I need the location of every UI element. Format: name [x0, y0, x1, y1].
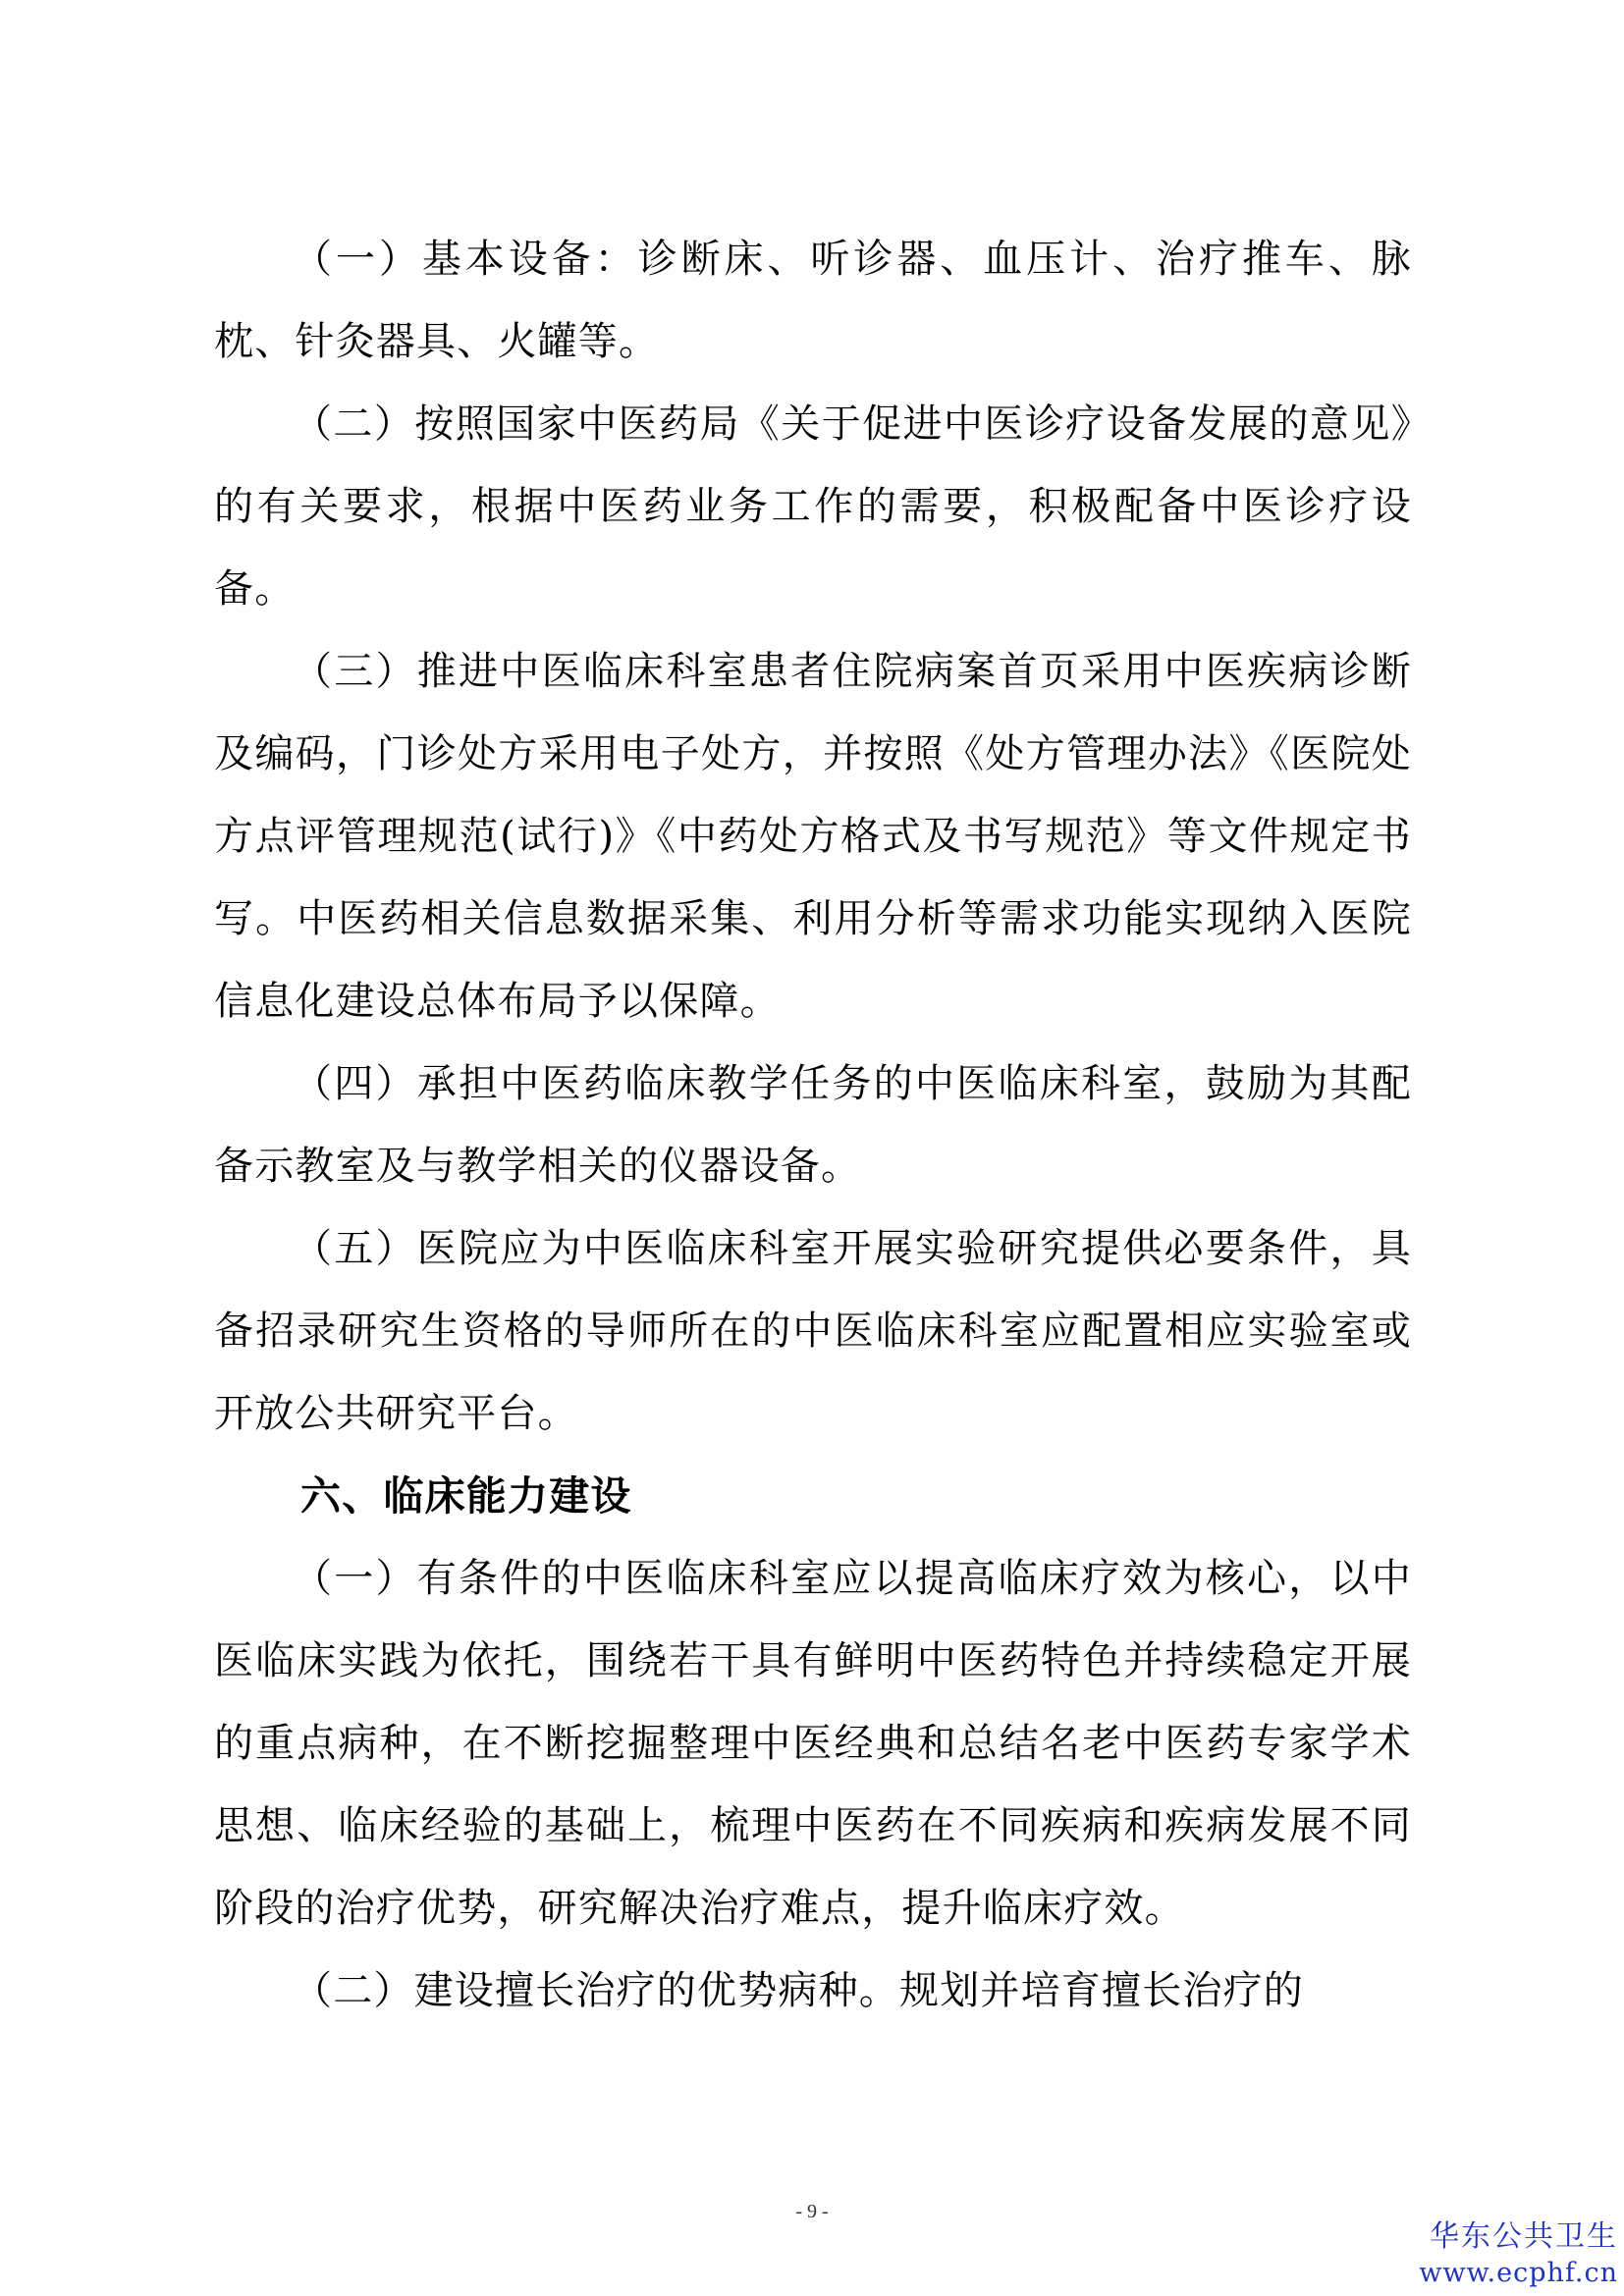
paragraph-clinical-efficacy: （一）有条件的中医临床科室应以提高临床疗效为核心，以中医临床实践为依托，围绕若干具有鲜明中医药特色并持续稳定开展的重点病种，在不断挖掘整理中医经典和总结名老中医药专家学术思想、临床经验的基础上，梳理中医药在不同疾病和疾病发展不同阶段的治疗优势，研究解决治疗难点，提升临床疗效。 — [214, 1556, 1412, 1931]
watermark-name: 华东公共卫生 — [1430, 2219, 1618, 2254]
section-heading: 六、临床能力建设 — [300, 1472, 632, 1520]
paragraph-teaching-equipment: （四）承担中医药临床教学任务的中医临床科室，鼓励为其配备示教室及与教学相关的仪器设备。 — [214, 1061, 1412, 1189]
paragraph-diagnostic-equipment: （二）按照国家中医药局《关于促进中医诊疗设备发展的意见》的有关要求，根据中医药业务工作的需要，积极配备中医诊疗设备。 — [214, 401, 1412, 612]
watermark-url: www.ecphf.cn — [1419, 2258, 1618, 2288]
page-number: - 9 - — [795, 2201, 829, 2222]
paragraph-research-conditions: （五）医院应为中医临床科室开展实验研究提供必要条件，具备招录研究生资格的导师所在的中医临床科室应配置相应实验室或开放公共研究平台。 — [214, 1226, 1412, 1436]
document-body — [214, 218, 1412, 2032]
paragraph-advantage-diseases: （二）建设擅长治疗的优势病种。规划并培育擅长治疗的 — [293, 1968, 1304, 2013]
watermark — [1419, 2217, 1618, 2290]
paragraph-medical-records: （三）推进中医临床科室患者住院病案首页采用中医疾病诊断及编码，门诊处方采用电子处方，并按照《处方管理办法》《医院处方点评管理规范(试行)》《中药处方格式及书写规范》等文件规定书写。中医药相关信息数据采集、利用分析等需求功能实现纳入医院信息化建设总体布局予以保障。 — [214, 649, 1412, 1024]
paragraph-basic-equipment: （一）基本设备：诊断床、听诊器、血压计、治疗推车、脉枕、针灸器具、火罐等。 — [214, 237, 1412, 364]
